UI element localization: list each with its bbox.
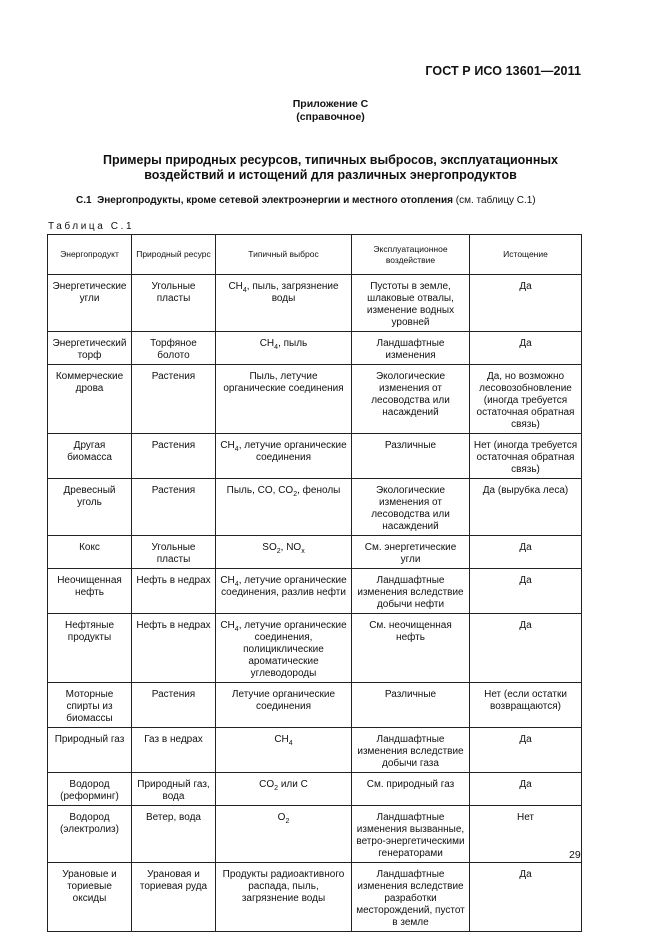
table-row	[48, 773, 582, 806]
cell-operational-impact: Ландшафтные изменения вследствие добычи нефти	[352, 569, 470, 614]
cell-natural-resource: Газ в недрах	[132, 728, 216, 773]
cell-natural-resource: Природный газ, вода	[132, 773, 216, 806]
cell-energy-product: Природный газ	[48, 728, 132, 773]
cell-depletion: Да	[470, 275, 582, 332]
cell-energy-product: Водород (электролиз)	[48, 806, 132, 863]
cell-operational-impact: Ландшафтные изменения	[352, 332, 470, 365]
cell-typical-emission: $CH_4$, летучие органические соединения, разлив нефти	[216, 569, 352, 614]
table-row	[48, 863, 582, 932]
cell-energy-product: Энергетический торф	[48, 332, 132, 365]
cell-energy-product: Коммерческие дрова	[48, 365, 132, 434]
table-row	[48, 479, 582, 536]
cell-depletion: Нет (если остатки возвращаются)	[470, 683, 582, 728]
section-ref: (см. таблицу С.1)	[455, 195, 536, 206]
section-number: С.1	[76, 195, 92, 206]
cell-natural-resource: Нефть в недрах	[132, 614, 216, 683]
cell-depletion: Да	[470, 614, 582, 683]
title-line-2: воздействий и истощений для различных энергопродуктов	[144, 168, 517, 182]
cell-natural-resource: Растения	[132, 683, 216, 728]
header-depletion: Истощение	[470, 235, 582, 275]
cell-natural-resource: Торфяное болото	[132, 332, 216, 365]
cell-typical-emission: $O_2$	[216, 806, 352, 863]
table-row	[48, 275, 582, 332]
cell-typical-emission: $CH_4$, пыль	[216, 332, 352, 365]
cell-operational-impact: Экологические изменения от лесоводства или насаждений	[352, 479, 470, 536]
cell-energy-product: Энергетические угли	[48, 275, 132, 332]
section-heading	[76, 195, 536, 206]
standard-header: ГОСТ Р ИСО 13601—2011	[425, 64, 581, 78]
header-energy-product: Энергопродукт	[48, 235, 132, 275]
page-number: 29	[569, 849, 581, 861]
cell-depletion: Да, но возможно лесовозобновление (иногда требуется остаточная обратная связь)	[470, 365, 582, 434]
cell-typical-emission: Летучие органические соединения	[216, 683, 352, 728]
cell-typical-emission: Пыль, летучие органические соединения	[216, 365, 352, 434]
page-title	[60, 153, 601, 183]
header-typical-emission: Типичный выброс	[216, 235, 352, 275]
cell-operational-impact: Ландшафтные изменения вследствие разработки месторождений, пустот в земле	[352, 863, 470, 932]
appendix-line-2: (справочное)	[296, 111, 365, 123]
cell-depletion: Да	[470, 863, 582, 932]
table-row	[48, 569, 582, 614]
cell-typical-emission: Продукты радиоактивного распада, пыль, загрязнение воды	[216, 863, 352, 932]
cell-typical-emission: Пыль, CO, $CO_2$, фенолы	[216, 479, 352, 536]
cell-operational-impact: Экологические изменения от лесоводства или насаждений	[352, 365, 470, 434]
cell-operational-impact: См. неочищенная нефть	[352, 614, 470, 683]
cell-typical-emission: $CH_4$, летучие органические соединения, полициклические ароматические углеводороды	[216, 614, 352, 683]
cell-operational-impact: Ландшафтные изменения вызванные, ветро-энергетическими генераторами	[352, 806, 470, 863]
cell-depletion: Да	[470, 773, 582, 806]
cell-operational-impact: Различные	[352, 434, 470, 479]
cell-typical-emission: $CH_4$, летучие органические соединения	[216, 434, 352, 479]
table-row	[48, 614, 582, 683]
cell-depletion: Да	[470, 332, 582, 365]
cell-energy-product: Нефтяные продукты	[48, 614, 132, 683]
cell-energy-product: Кокс	[48, 536, 132, 569]
cell-operational-impact: Пустоты в земле, шлаковые отвалы, изменение водных уровней	[352, 275, 470, 332]
cell-typical-emission: $CO_2$ или C	[216, 773, 352, 806]
cell-typical-emission: $CH_4$	[216, 728, 352, 773]
cell-natural-resource: Нефть в недрах	[132, 569, 216, 614]
cell-energy-product: Водород (реформинг)	[48, 773, 132, 806]
cell-depletion: Нет (иногда требуется остаточная обратная связь)	[470, 434, 582, 479]
cell-depletion: Да	[470, 728, 582, 773]
energy-products-table	[47, 234, 582, 932]
table-label: Таблица С.1	[48, 221, 135, 232]
cell-natural-resource: Урановая и ториевая руда	[132, 863, 216, 932]
cell-operational-impact: См. природный газ	[352, 773, 470, 806]
table-header-row	[48, 235, 582, 275]
table-row	[48, 332, 582, 365]
cell-energy-product: Урановые и ториевые оксиды	[48, 863, 132, 932]
table-row	[48, 728, 582, 773]
cell-natural-resource: Угольные пласты	[132, 536, 216, 569]
cell-natural-resource: Растения	[132, 434, 216, 479]
cell-natural-resource: Растения	[132, 479, 216, 536]
appendix-line-1: Приложение С	[292, 98, 369, 110]
appendix-heading	[0, 98, 661, 124]
cell-energy-product: Моторные спирты из биомассы	[48, 683, 132, 728]
table-row	[48, 434, 582, 479]
header-natural-resource: Природный ресурс	[132, 235, 216, 275]
cell-depletion: Нет	[470, 806, 582, 863]
cell-operational-impact: Ландшафтные изменения вследствие добычи газа	[352, 728, 470, 773]
table-row	[48, 536, 582, 569]
cell-depletion: Да (вырубка леса)	[470, 479, 582, 536]
cell-typical-emission: $CH_4$, пыль, загрязнение воды	[216, 275, 352, 332]
cell-natural-resource: Ветер, вода	[132, 806, 216, 863]
cell-natural-resource: Угольные пласты	[132, 275, 216, 332]
cell-operational-impact: См. энергетические угли	[352, 536, 470, 569]
cell-depletion: Да	[470, 569, 582, 614]
table-body	[48, 275, 582, 932]
cell-energy-product: Неочищенная нефть	[48, 569, 132, 614]
cell-operational-impact: Различные	[352, 683, 470, 728]
table-row	[48, 683, 582, 728]
title-line-1: Примеры природных ресурсов, типичных выбросов, эксплуатационных	[102, 153, 559, 167]
cell-natural-resource: Растения	[132, 365, 216, 434]
table-row	[48, 365, 582, 434]
header-operational-impact: Эксплуатационное воздействие	[352, 235, 470, 275]
cell-depletion: Да	[470, 536, 582, 569]
table-row	[48, 806, 582, 863]
cell-energy-product: Древесный уголь	[48, 479, 132, 536]
section-title: Энергопродукты, кроме сетевой электроэнергии и местного отопления	[97, 195, 453, 206]
cell-typical-emission: $SO_2$, $NO_x$	[216, 536, 352, 569]
cell-energy-product: Другая биомасса	[48, 434, 132, 479]
